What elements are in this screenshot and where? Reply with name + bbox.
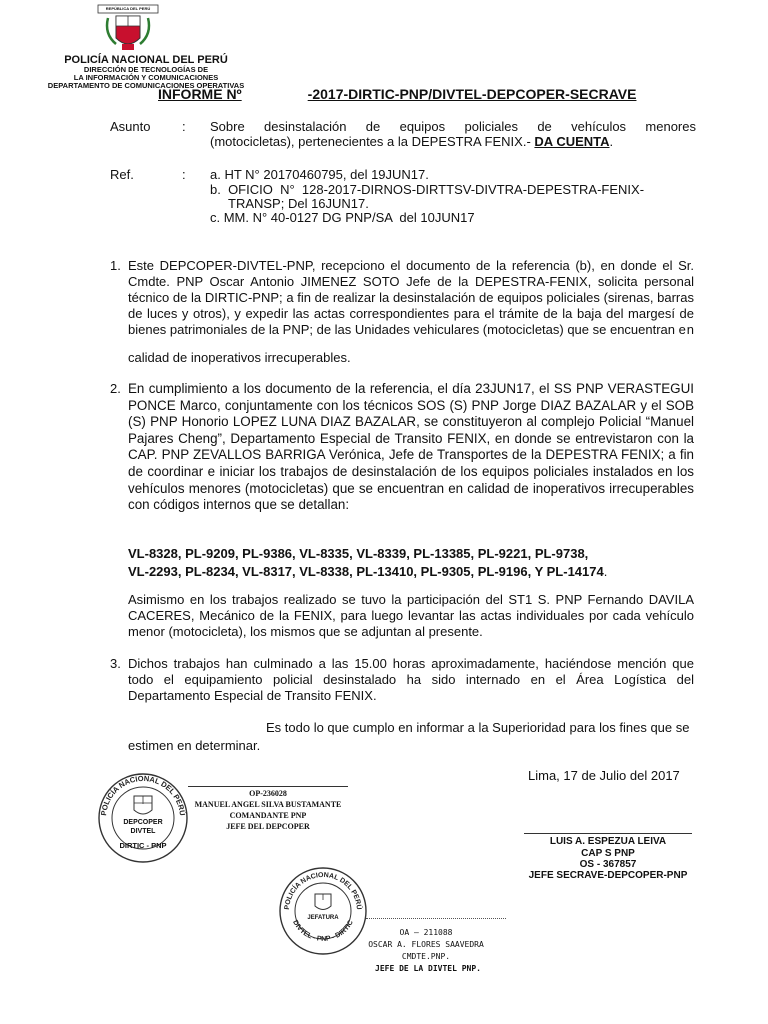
asunto-highlight: DA CUENTA xyxy=(534,134,610,149)
ref-b-2: TRANSP; Del 16JUN17. xyxy=(228,196,369,211)
sig2-code: OS - 367857 xyxy=(579,859,637,870)
sig2-rank: CAP S PNP xyxy=(581,848,635,859)
plates-line-1: VL-8328, PL-9209, PL-9386, VL-8335, VL-8339, PL-13385, PL-9221, PL-9738, xyxy=(128,546,589,561)
seal2-ring-text: POLICÍA NACIONAL DEL PERÚ xyxy=(283,871,363,911)
ref-b-1: b. OFICIO N° 128-2017-DIRNOS-DIRTTSV-DIVTRA-DEPESTRA-FENIX- xyxy=(210,182,645,197)
sig1-role: JEFE DEL DEPCOPER xyxy=(226,822,310,831)
sig3-name: OSCAR A. FLORES SAAVEDRA xyxy=(368,940,484,949)
sig1-rank: COMANDANTE PNP xyxy=(229,811,307,820)
sig3-code: OA – 211088 xyxy=(399,928,453,937)
ref-label: Ref. xyxy=(110,167,134,182)
item-1-text: Este DEPCOPER-DIVTEL-PNP, recepciono el documento de la referencia (b), en donde el Sr. Cmdte. PNP Oscar Antonio JIMENEZ SOTO Jefe de la DEPESTRA-FENIX, solicita personal técnico de la DIRTIC-PNP; a fin de realizar la desinstalación de equipos policiales (sirenas, barras de luces y otros), y expedir las actas correspondientes para el trámite de la baja del margesí de bienes patrimoniales de la PNP; de las Unidades vehiculares (motocicletas) que se encuentran e n xyxy=(128,258,694,337)
asunto-colon: : xyxy=(182,119,186,134)
sig3-rank: CMDTE.PNP. xyxy=(401,952,451,961)
item-2-text: En cumplimiento a los documento de la referencia, el día 23JUN17, el SS PNP VERASTEGUI PONCE Marco, conjuntamente con los técnicos SOS (S) PNP Jorge DIAZ BAZALAR y el SOB (S) PNP Honorio LOPEZ LUNA DIAZ BAZALAR, se constituyeron al complejo Policial “Manuel Pajares Cheng”, Departamento Especial de Transito FENIX, en donde se entrevistaron con la CAP. PNP ZEVALLOS BARRIGA Verónica, Jefe de Transportes de la DEPESTRA FENIX; a fin de coordinar e iniciar los trabajos de desinstalación de los equipos policiales instalados en los vehículos menores (motocicletas) que se encuentran en calidad de inoperativos irrecuperables con códigos internos que se detallan: xyxy=(128,381,694,513)
closing-date: Lima, 17 de Julio del 2017 xyxy=(528,768,680,783)
item-1-end: calidad de inoperativos irrecuperables. xyxy=(128,350,351,365)
asunto-text-2: (motocicletas), pertenecientes a la DEPESTRA FENIX.- DA CUENTA. xyxy=(210,134,614,149)
plates-line-2: VL-2293, PL-8234, VL-8317, VL-8338, PL-13410, PL-9305, PL-9196, Y PL-14174. xyxy=(128,564,608,579)
org-name: POLICÍA NACIONAL DEL PERÚ xyxy=(64,54,228,66)
crest-caption: REPÚBLICA DEL PERÚ xyxy=(105,6,151,11)
ref-a: a. HT N° 20170460795, del 19JUN17. xyxy=(210,167,429,182)
seal2-bottom-text: DIVTEL - PNP - DIRTIC xyxy=(291,919,355,943)
sig3-role: JEFE DE LA DIVTEL PNP. xyxy=(375,964,481,973)
sig2-line xyxy=(524,833,692,834)
item-2-continuation: Asimismo en los trabajos realizado se tuvo la participación del ST1 S. PNP Fernando DAVILA CACERES, Mecánico de la FENIX, para luego levantar las actas individuales por cada vehículo menor (motocicleta), los mismos que se adjuntan al presente. xyxy=(128,592,694,639)
sig1-code: OP-236028 xyxy=(249,789,287,798)
seal1-ring-text: POLICÍA NACIONAL DEL PERÚ xyxy=(99,773,187,817)
item-1-number: 1. xyxy=(110,258,121,273)
report-title xyxy=(158,86,636,102)
ref-c: c. MM. N° 40-0127 DG PNP/SA del 10JUN17 xyxy=(210,210,475,225)
item-1-tail: n xyxy=(686,322,694,337)
report-title-prefix: INFORME Nº xyxy=(158,86,242,102)
seal1-center-1: DEPCOPER xyxy=(123,819,163,826)
seal2-center: JEFATURA xyxy=(307,915,339,921)
seal1-center-2: DIVTEL xyxy=(130,828,156,835)
closing-line-2: estimen en determinar. xyxy=(128,738,261,753)
svg-text:POLICÍA NACIONAL DEL PERÚ xyxy=(99,774,187,816)
national-crest xyxy=(96,4,160,54)
asunto-text-1: Sobre desinstalación de equipos policiales de vehículos menores xyxy=(210,119,696,134)
seal1-bottom: DIRTIC - PNP xyxy=(119,841,167,850)
sig1-name: MANUEL ANGEL SILVA BUSTAMANTE xyxy=(194,800,342,809)
item-2-number: 2. xyxy=(110,381,121,396)
asunto-label: Asunto xyxy=(110,119,151,134)
depcoper-seal xyxy=(94,772,192,864)
item-3-text: Dichos trabajos han culminado a las 15.00 horas aproximadamente, haciéndose mención que todo el equipamiento policial desinstalado ha sido internado en el Área Logística del Departamento Especial de Transito FENIX. xyxy=(128,656,694,703)
sig1-line xyxy=(188,786,348,787)
ref-colon: : xyxy=(182,167,186,182)
report-title-suffix: -2017-DIRTIC-PNP/DIVTEL-DEPCOPER-SECRAVE xyxy=(307,86,637,102)
sig2-role: JEFE SECRAVE-DEPCOPER-PNP xyxy=(528,870,688,881)
org-line-4: DEPARTAMENTO DE COMUNICACIONES OPERATIVAS xyxy=(47,81,245,90)
closing-line-1: Es todo lo que cumplo en informar a la Superioridad para los fines que se xyxy=(266,720,690,735)
org-line-3: LA INFORMACIÓN Y COMUNICACIONES xyxy=(73,73,219,82)
org-line-2: DIRECCIÓN DE TECNOLOGÍAS DE xyxy=(83,65,209,74)
item-3-number: 3. xyxy=(110,656,121,671)
sig2-name: LUIS A. ESPEZUA LEIVA xyxy=(549,836,667,847)
sig3-dotted-line xyxy=(366,918,506,919)
